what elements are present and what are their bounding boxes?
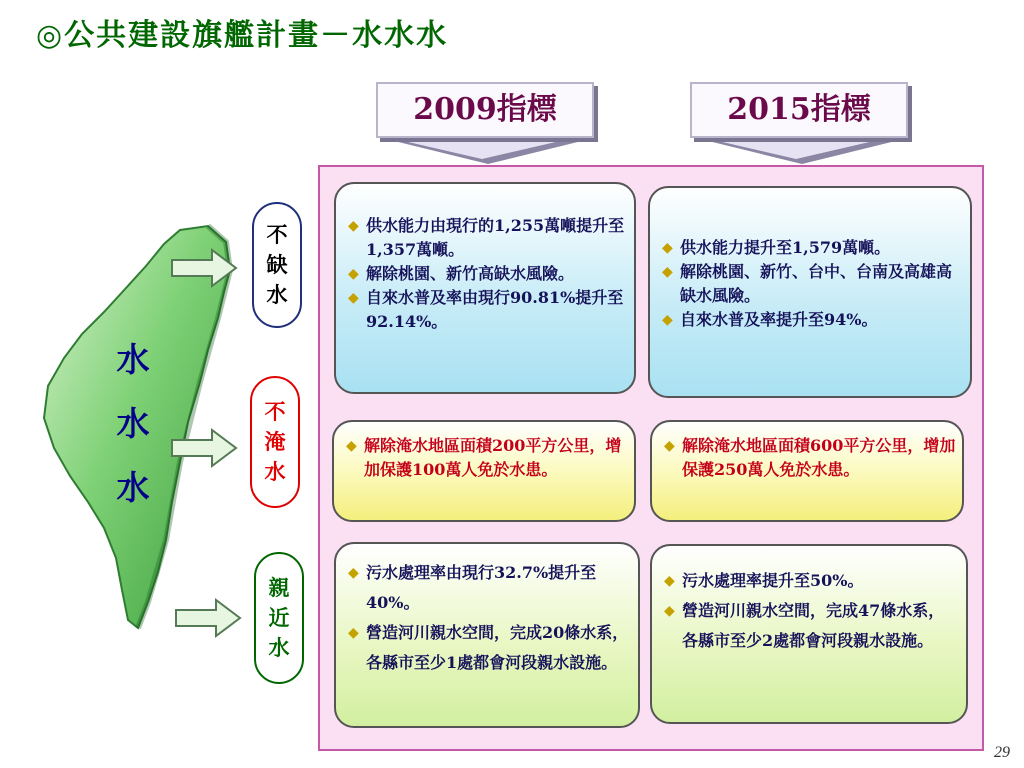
- item-text: 解除淹水地區面積600平方公里，增加保護250萬人免於水患。: [682, 436, 956, 479]
- taiwan-label: [110, 328, 156, 520]
- diamond-bullet-icon: ◆: [664, 438, 675, 454]
- diamond-bullet-icon: ◆: [662, 240, 673, 256]
- list-item: [662, 260, 966, 308]
- category-char: 淹: [264, 429, 286, 454]
- taiwan-label-char: 水: [116, 468, 150, 507]
- diamond-bullet-icon: ◆: [662, 312, 673, 328]
- item-text: 營造河川親水空間，完成20條水系，各縣市至少1處都會河段親水設施。: [366, 623, 629, 672]
- taiwan-label-char: 水: [116, 404, 150, 443]
- card-water-supply-2015: [648, 186, 972, 398]
- category-no-shortage: [252, 202, 302, 328]
- taiwan-label-char: 水: [116, 340, 150, 379]
- diamond-bullet-icon: ◆: [664, 573, 675, 589]
- arrow-right-icon: [170, 428, 240, 468]
- item-text: 污水處理率提升至50%。: [682, 571, 864, 590]
- diamond-bullet-icon: ◆: [348, 290, 359, 306]
- header-arrow: [692, 135, 900, 159]
- list-item: [662, 308, 966, 332]
- list-item: [348, 262, 628, 286]
- card-river-2009: [334, 542, 640, 728]
- category-no-flood: [250, 376, 300, 508]
- list-item: [662, 236, 966, 260]
- diamond-bullet-icon: ◆: [662, 264, 673, 280]
- header-arrow: [378, 135, 586, 159]
- header-2009: [376, 82, 594, 138]
- category-char: 親: [268, 575, 290, 600]
- list-item: [664, 566, 960, 596]
- arrow-right-icon: [174, 598, 244, 638]
- card-river-2015: [650, 544, 968, 724]
- category-char: 不: [264, 399, 286, 424]
- item-text: 解除淹水地區面積200平方公里，增加保護100萬人免於水患。: [364, 436, 622, 479]
- item-text: 自來水普及率提升至94%。: [680, 310, 878, 329]
- category-char: 缺: [266, 252, 288, 277]
- item-text: 自來水普及率由現行90.81%提升至92.14%。: [366, 288, 624, 331]
- diamond-bullet-icon: ◆: [348, 565, 359, 581]
- list-item: [348, 286, 628, 334]
- item-text: 污水處理率由現行32.7%提升至40%。: [366, 563, 597, 612]
- item-text: 供水能力提升至1,579萬噸。: [680, 238, 891, 257]
- item-text: 解除桃園、新竹、台中、台南及高雄高缺水風險。: [680, 262, 953, 305]
- list-item: [664, 596, 960, 656]
- header-2015: [690, 82, 908, 138]
- card-water-supply-2009: [334, 182, 636, 394]
- category-char: 水: [268, 635, 290, 660]
- arrow-right-icon: [170, 248, 240, 288]
- card-flood-2015: [650, 420, 964, 522]
- card-flood-2009: [332, 420, 636, 522]
- list-item: [348, 558, 632, 618]
- page-number: 29: [994, 744, 1010, 761]
- page-title: ◎公共建設旗艦計畫－水水水: [36, 18, 449, 53]
- diamond-bullet-icon: ◆: [348, 218, 359, 234]
- list-item: [348, 214, 628, 262]
- category-char: 水: [264, 459, 286, 484]
- item-text: 營造河川親水空間，完成47條水系，各縣市至少2處都會河段親水設施。: [682, 601, 945, 650]
- list-item: [664, 434, 956, 482]
- diamond-bullet-icon: ◆: [348, 266, 359, 282]
- list-item: [346, 434, 628, 482]
- header-2015-label: 2015指標: [727, 92, 871, 127]
- list-item: [348, 618, 632, 678]
- header-2009-label: 2009指標: [413, 92, 557, 127]
- item-text: 解除桃園、新竹高缺水風險。: [366, 264, 575, 283]
- diamond-bullet-icon: ◆: [348, 625, 359, 641]
- category-near-water: [254, 552, 304, 684]
- category-char: 水: [266, 282, 288, 307]
- diamond-bullet-icon: ◆: [664, 603, 675, 619]
- category-char: 不: [266, 222, 288, 247]
- diamond-bullet-icon: ◆: [346, 438, 357, 454]
- item-text: 供水能力由現行的1,255萬噸提升至1,357萬噸。: [366, 216, 625, 259]
- category-char: 近: [268, 605, 290, 630]
